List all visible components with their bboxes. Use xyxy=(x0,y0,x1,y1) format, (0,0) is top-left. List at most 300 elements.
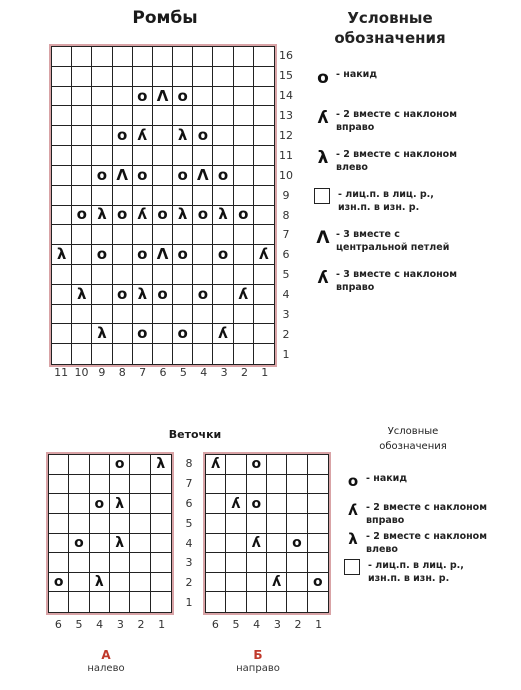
legend-item xyxy=(310,68,515,88)
column-number: 6 xyxy=(159,366,167,379)
grid-cell xyxy=(49,592,69,612)
grid-cell xyxy=(173,305,193,325)
legend-item xyxy=(310,148,515,174)
grid-cell xyxy=(52,206,72,226)
grid-cell xyxy=(226,553,246,573)
legend-text: - лиц.п. в лиц. р., изн.п. в изн. р. xyxy=(338,189,434,213)
grid-cell xyxy=(206,592,226,612)
vetochki-title: Веточки xyxy=(168,428,222,441)
grid-cell xyxy=(113,324,133,344)
grid-cell xyxy=(308,494,328,514)
decrease-right-icon: ʎ xyxy=(259,245,269,264)
decrease-right-icon: ʎ xyxy=(137,126,148,145)
grid-cell xyxy=(49,553,69,573)
yarn-over-icon: o xyxy=(96,245,108,264)
yarn-over-icon: o xyxy=(116,205,128,224)
grid-cell xyxy=(226,592,246,612)
decrease-left-icon: λ xyxy=(97,324,107,343)
column-number: 2 xyxy=(137,618,145,631)
grid-cell xyxy=(92,344,112,364)
grid-cell xyxy=(206,534,226,554)
grid-cell xyxy=(133,166,153,186)
row-number: 4 xyxy=(282,288,290,302)
grid-cell xyxy=(92,87,112,107)
grid-cell xyxy=(52,87,72,107)
grid-cell xyxy=(206,475,226,495)
grid-cell xyxy=(110,592,130,612)
grid-cell xyxy=(52,67,72,87)
grid-cell xyxy=(72,285,92,305)
grid-cell xyxy=(92,186,112,206)
legend-item xyxy=(340,530,515,556)
grid-cell xyxy=(92,47,112,67)
grid-cell xyxy=(133,87,153,107)
grid-cell xyxy=(213,285,233,305)
grid-cell xyxy=(254,67,274,87)
grid-cell xyxy=(234,265,254,285)
grid-cell xyxy=(267,494,287,514)
grid-cell xyxy=(213,67,233,87)
grid-cell xyxy=(247,494,267,514)
yarn-over-icon: o xyxy=(292,534,302,551)
row-number: 9 xyxy=(282,188,290,202)
grid-cell xyxy=(113,305,133,325)
vetochki-legend-title: Условные обозначения xyxy=(379,426,447,452)
grid-cell xyxy=(193,166,213,186)
grid-cell xyxy=(110,534,130,554)
yarn-over-icon: o xyxy=(114,456,125,473)
yarn-over-icon: o xyxy=(96,165,108,184)
grid-cell xyxy=(254,87,274,107)
grid-cell xyxy=(254,305,274,325)
column-number: 10 xyxy=(74,366,89,379)
grid-cell xyxy=(72,67,92,87)
grid-cell xyxy=(173,344,193,364)
grid-cell xyxy=(287,534,307,554)
grid-cell xyxy=(153,225,173,245)
column-number: 3 xyxy=(116,618,124,631)
grid-cell xyxy=(110,475,130,495)
yarn-over-icon: o xyxy=(217,165,229,184)
legend-text: - 2 вместе с наклоном влево xyxy=(336,149,457,173)
grid-cell xyxy=(52,186,72,206)
grid-cell xyxy=(151,592,171,612)
grid-cell xyxy=(193,324,213,344)
grid-cell xyxy=(133,285,153,305)
grid-cell xyxy=(254,206,274,226)
romby-title: Ромбы xyxy=(132,8,198,28)
grid-cell xyxy=(213,344,233,364)
column-number: 3 xyxy=(273,618,281,631)
row-number: 13 xyxy=(279,108,293,122)
grid-cell xyxy=(92,67,112,87)
grid-cell xyxy=(226,455,246,475)
grid-cell xyxy=(267,514,287,534)
grid-cell xyxy=(213,146,233,166)
grid-cell xyxy=(206,573,226,593)
grid-cell xyxy=(213,245,233,265)
yarn-over-icon: o xyxy=(251,456,262,473)
column-number: 4 xyxy=(253,618,261,631)
grid-cell xyxy=(113,47,133,67)
row-number: 15 xyxy=(279,68,293,82)
grid-cell xyxy=(247,573,267,593)
grid-cell xyxy=(133,305,153,325)
grid-cell xyxy=(133,324,153,344)
grid-cell xyxy=(92,265,112,285)
grid-cell xyxy=(72,126,92,146)
legend-text: - 3 вместе с наклоном вправо xyxy=(336,269,457,293)
decrease-right-icon: ʎ xyxy=(211,456,221,473)
yarn-over-icon: o xyxy=(116,284,128,303)
grid-cell xyxy=(52,285,72,305)
grid-cell xyxy=(151,514,171,534)
grid-cell xyxy=(213,166,233,186)
grid-cell xyxy=(92,245,112,265)
column-number: 3 xyxy=(220,366,228,379)
row-number: 16 xyxy=(279,49,293,62)
grid-cell xyxy=(151,494,171,514)
grid-cell xyxy=(130,534,150,554)
grid-cell xyxy=(52,305,72,325)
grid-cell xyxy=(267,534,287,554)
grid-cell xyxy=(153,47,173,67)
grid-cell xyxy=(193,186,213,206)
grid-cell xyxy=(113,106,133,126)
grid-cell xyxy=(153,265,173,285)
decrease-right-icon: ʎ xyxy=(231,495,241,512)
grid-cell xyxy=(254,186,274,206)
grid-cell xyxy=(234,87,254,107)
legend-text: - 2 вместе с наклоном влево xyxy=(366,531,487,555)
grid-cell xyxy=(234,106,254,126)
row-number: 7 xyxy=(185,476,193,490)
chart-b-grid xyxy=(205,454,329,613)
grid-cell xyxy=(173,166,193,186)
legend-text: - накид xyxy=(336,69,378,80)
row-number: 12 xyxy=(279,128,293,142)
chart-b-caption: направо xyxy=(236,663,280,674)
grid-cell xyxy=(130,573,150,593)
yarn-over-icon: o xyxy=(137,324,148,343)
grid-cell xyxy=(133,126,153,146)
grid-cell xyxy=(69,494,89,514)
yarn-over-icon: o xyxy=(197,284,209,303)
k2tog-left-icon: λ xyxy=(317,148,329,168)
grid-cell xyxy=(173,285,193,305)
grid-cell xyxy=(133,265,153,285)
decrease-left-icon: λ xyxy=(177,126,188,145)
decrease-left-icon: λ xyxy=(115,495,125,512)
column-number: 8 xyxy=(118,366,126,379)
grid-cell xyxy=(267,475,287,495)
grid-cell xyxy=(234,126,254,146)
grid-cell xyxy=(308,475,328,495)
row-number: 4 xyxy=(185,536,193,550)
grid-cell xyxy=(69,475,89,495)
legend-item xyxy=(310,228,515,254)
grid-cell xyxy=(173,186,193,206)
grid-cell xyxy=(173,126,193,146)
legend-text: - лиц.п. в лиц. р., изн.п. в изн. р. xyxy=(368,560,464,584)
grid-cell xyxy=(267,592,287,612)
romby-chart-frame xyxy=(49,44,277,367)
grid-cell xyxy=(308,514,328,534)
romby-chart-grid xyxy=(51,46,275,365)
grid-cell xyxy=(213,305,233,325)
blank-cell-icon xyxy=(314,188,330,204)
grid-cell xyxy=(213,324,233,344)
grid-cell xyxy=(254,166,274,186)
grid-cell xyxy=(234,245,254,265)
column-number: 1 xyxy=(158,618,166,631)
legend-item xyxy=(310,188,515,214)
chart-a-grid xyxy=(48,454,172,613)
grid-cell xyxy=(92,106,112,126)
grid-cell xyxy=(92,324,112,344)
grid-cell xyxy=(287,553,307,573)
grid-cell xyxy=(213,106,233,126)
decrease-left-icon: λ xyxy=(94,574,104,591)
grid-cell xyxy=(133,245,153,265)
grid-cell xyxy=(173,245,193,265)
chart-b-frame xyxy=(203,452,331,615)
legend-text: - накид xyxy=(366,473,408,484)
grid-cell xyxy=(247,553,267,573)
grid-cell xyxy=(213,206,233,226)
grid-cell xyxy=(153,87,173,107)
grid-cell xyxy=(308,534,328,554)
decrease-right-icon: ʎ xyxy=(272,574,282,591)
row-number: 1 xyxy=(185,596,193,610)
grid-cell xyxy=(234,324,254,344)
grid-cell xyxy=(113,206,133,226)
legend-item xyxy=(310,268,515,294)
grid-cell xyxy=(308,573,328,593)
column-number: 6 xyxy=(211,618,219,631)
k3tog-icon: Ʌ xyxy=(197,165,209,184)
grid-cell xyxy=(72,146,92,166)
decrease-left-icon: λ xyxy=(115,534,125,551)
grid-cell xyxy=(153,285,173,305)
grid-cell xyxy=(234,47,254,67)
grid-cell xyxy=(213,225,233,245)
grid-cell xyxy=(193,285,213,305)
grid-cell xyxy=(49,494,69,514)
grid-cell xyxy=(153,186,173,206)
grid-cell xyxy=(234,206,254,226)
grid-cell xyxy=(110,514,130,534)
grid-cell xyxy=(234,344,254,364)
grid-cell xyxy=(234,225,254,245)
k2tog-right-icon: ʎ xyxy=(348,501,358,519)
grid-cell xyxy=(234,285,254,305)
grid-cell xyxy=(133,206,153,226)
grid-cell xyxy=(193,87,213,107)
grid-cell xyxy=(133,47,153,67)
column-number: 2 xyxy=(240,366,248,379)
yarn-over-icon: o xyxy=(74,534,84,551)
grid-cell xyxy=(226,534,246,554)
grid-cell xyxy=(113,146,133,166)
grid-cell xyxy=(133,186,153,206)
grid-cell xyxy=(90,592,110,612)
legend-item xyxy=(340,472,515,490)
grid-cell xyxy=(234,67,254,87)
grid-cell xyxy=(52,324,72,344)
yarn-over-icon: o xyxy=(177,245,188,264)
grid-cell xyxy=(151,553,171,573)
grid-cell xyxy=(52,245,72,265)
grid-cell xyxy=(130,494,150,514)
grid-cell xyxy=(72,47,92,67)
decrease-right-icon: ʎ xyxy=(251,534,261,551)
yarn-over-icon: o xyxy=(177,165,188,184)
grid-cell xyxy=(133,225,153,245)
k3tog-icon: Ʌ xyxy=(116,165,128,184)
grid-cell xyxy=(72,265,92,285)
grid-cell xyxy=(52,166,72,186)
grid-cell xyxy=(153,324,173,344)
grid-cell xyxy=(247,514,267,534)
grid-cell xyxy=(69,592,89,612)
grid-cell xyxy=(49,534,69,554)
grid-cell xyxy=(173,87,193,107)
grid-cell xyxy=(308,553,328,573)
chart-b-label: Б xyxy=(253,648,263,662)
grid-cell xyxy=(153,67,173,87)
grid-cell xyxy=(206,455,226,475)
row-number: 10 xyxy=(279,168,293,182)
grid-cell xyxy=(254,126,274,146)
grid-cell xyxy=(226,475,246,495)
grid-cell xyxy=(153,206,173,226)
grid-cell xyxy=(72,87,92,107)
grid-cell xyxy=(308,592,328,612)
row-number: 2 xyxy=(185,576,193,590)
decrease-left-icon: λ xyxy=(77,284,87,303)
yarn-over-icon: o xyxy=(116,126,128,145)
grid-cell xyxy=(69,534,89,554)
row-number: 8 xyxy=(185,457,193,470)
grid-cell xyxy=(153,305,173,325)
k3tog-right-icon: ʎ xyxy=(317,268,329,288)
yarn-over-icon: o xyxy=(76,205,87,224)
legend-text: - 3 вместе с центральной петлей xyxy=(336,229,450,253)
grid-cell xyxy=(113,87,133,107)
grid-cell xyxy=(90,475,110,495)
grid-cell xyxy=(52,126,72,146)
column-number: 1 xyxy=(315,618,323,631)
grid-cell xyxy=(92,206,112,226)
grid-cell xyxy=(113,225,133,245)
yarn-over-icon: o xyxy=(238,205,249,224)
grid-cell xyxy=(113,186,133,206)
grid-cell xyxy=(130,592,150,612)
grid-cell xyxy=(90,494,110,514)
grid-cell xyxy=(151,475,171,495)
grid-cell xyxy=(130,553,150,573)
yarn-over-icon: o xyxy=(53,574,64,591)
grid-cell xyxy=(69,553,89,573)
grid-cell xyxy=(72,245,92,265)
grid-cell xyxy=(226,573,246,593)
grid-cell xyxy=(151,573,171,593)
column-number: 11 xyxy=(54,366,69,379)
yarn-over-icon: o xyxy=(137,86,148,105)
grid-cell xyxy=(287,475,307,495)
grid-cell xyxy=(173,324,193,344)
grid-cell xyxy=(153,344,173,364)
grid-cell xyxy=(153,106,173,126)
grid-cell xyxy=(287,573,307,593)
blank-cell-icon xyxy=(344,559,360,575)
grid-cell xyxy=(113,67,133,87)
grid-cell xyxy=(287,455,307,475)
decrease-right-icon: ʎ xyxy=(137,205,148,224)
grid-cell xyxy=(287,592,307,612)
grid-cell xyxy=(254,324,274,344)
grid-cell xyxy=(153,146,173,166)
grid-cell xyxy=(113,285,133,305)
grid-cell xyxy=(193,47,213,67)
romby-legend-title: Условные обозначения xyxy=(334,9,446,47)
grid-cell xyxy=(193,265,213,285)
grid-cell xyxy=(254,106,274,126)
grid-cell xyxy=(153,126,173,146)
decrease-left-icon: λ xyxy=(56,245,67,264)
grid-cell xyxy=(213,186,233,206)
chart-a-caption: налево xyxy=(87,663,125,674)
yarn-over-icon: o xyxy=(94,495,105,512)
decrease-left-icon: λ xyxy=(137,284,148,303)
grid-cell xyxy=(113,344,133,364)
grid-cell xyxy=(213,87,233,107)
grid-cell xyxy=(72,206,92,226)
column-number: 5 xyxy=(179,366,187,379)
decrease-right-icon: ʎ xyxy=(218,324,228,343)
grid-cell xyxy=(72,106,92,126)
column-number: 4 xyxy=(200,366,208,379)
grid-cell xyxy=(254,285,274,305)
grid-cell xyxy=(69,455,89,475)
grid-cell xyxy=(133,344,153,364)
grid-cell xyxy=(133,146,153,166)
grid-cell xyxy=(254,47,274,67)
row-number: 7 xyxy=(282,228,290,242)
grid-cell xyxy=(130,514,150,534)
grid-cell xyxy=(110,494,130,514)
grid-cell xyxy=(52,344,72,364)
yarn-over-icon: o xyxy=(251,495,262,512)
grid-cell xyxy=(254,265,274,285)
grid-cell xyxy=(90,514,110,534)
grid-cell xyxy=(130,455,150,475)
grid-cell xyxy=(110,455,130,475)
grid-cell xyxy=(49,455,69,475)
column-number: 4 xyxy=(96,618,104,631)
grid-cell xyxy=(226,494,246,514)
grid-cell xyxy=(247,534,267,554)
k2tog-left-icon: λ xyxy=(348,530,358,548)
row-number: 6 xyxy=(282,248,290,262)
grid-cell xyxy=(173,225,193,245)
grid-cell xyxy=(193,67,213,87)
grid-cell xyxy=(247,475,267,495)
grid-cell xyxy=(193,225,213,245)
grid-cell xyxy=(234,305,254,325)
grid-cell xyxy=(267,553,287,573)
